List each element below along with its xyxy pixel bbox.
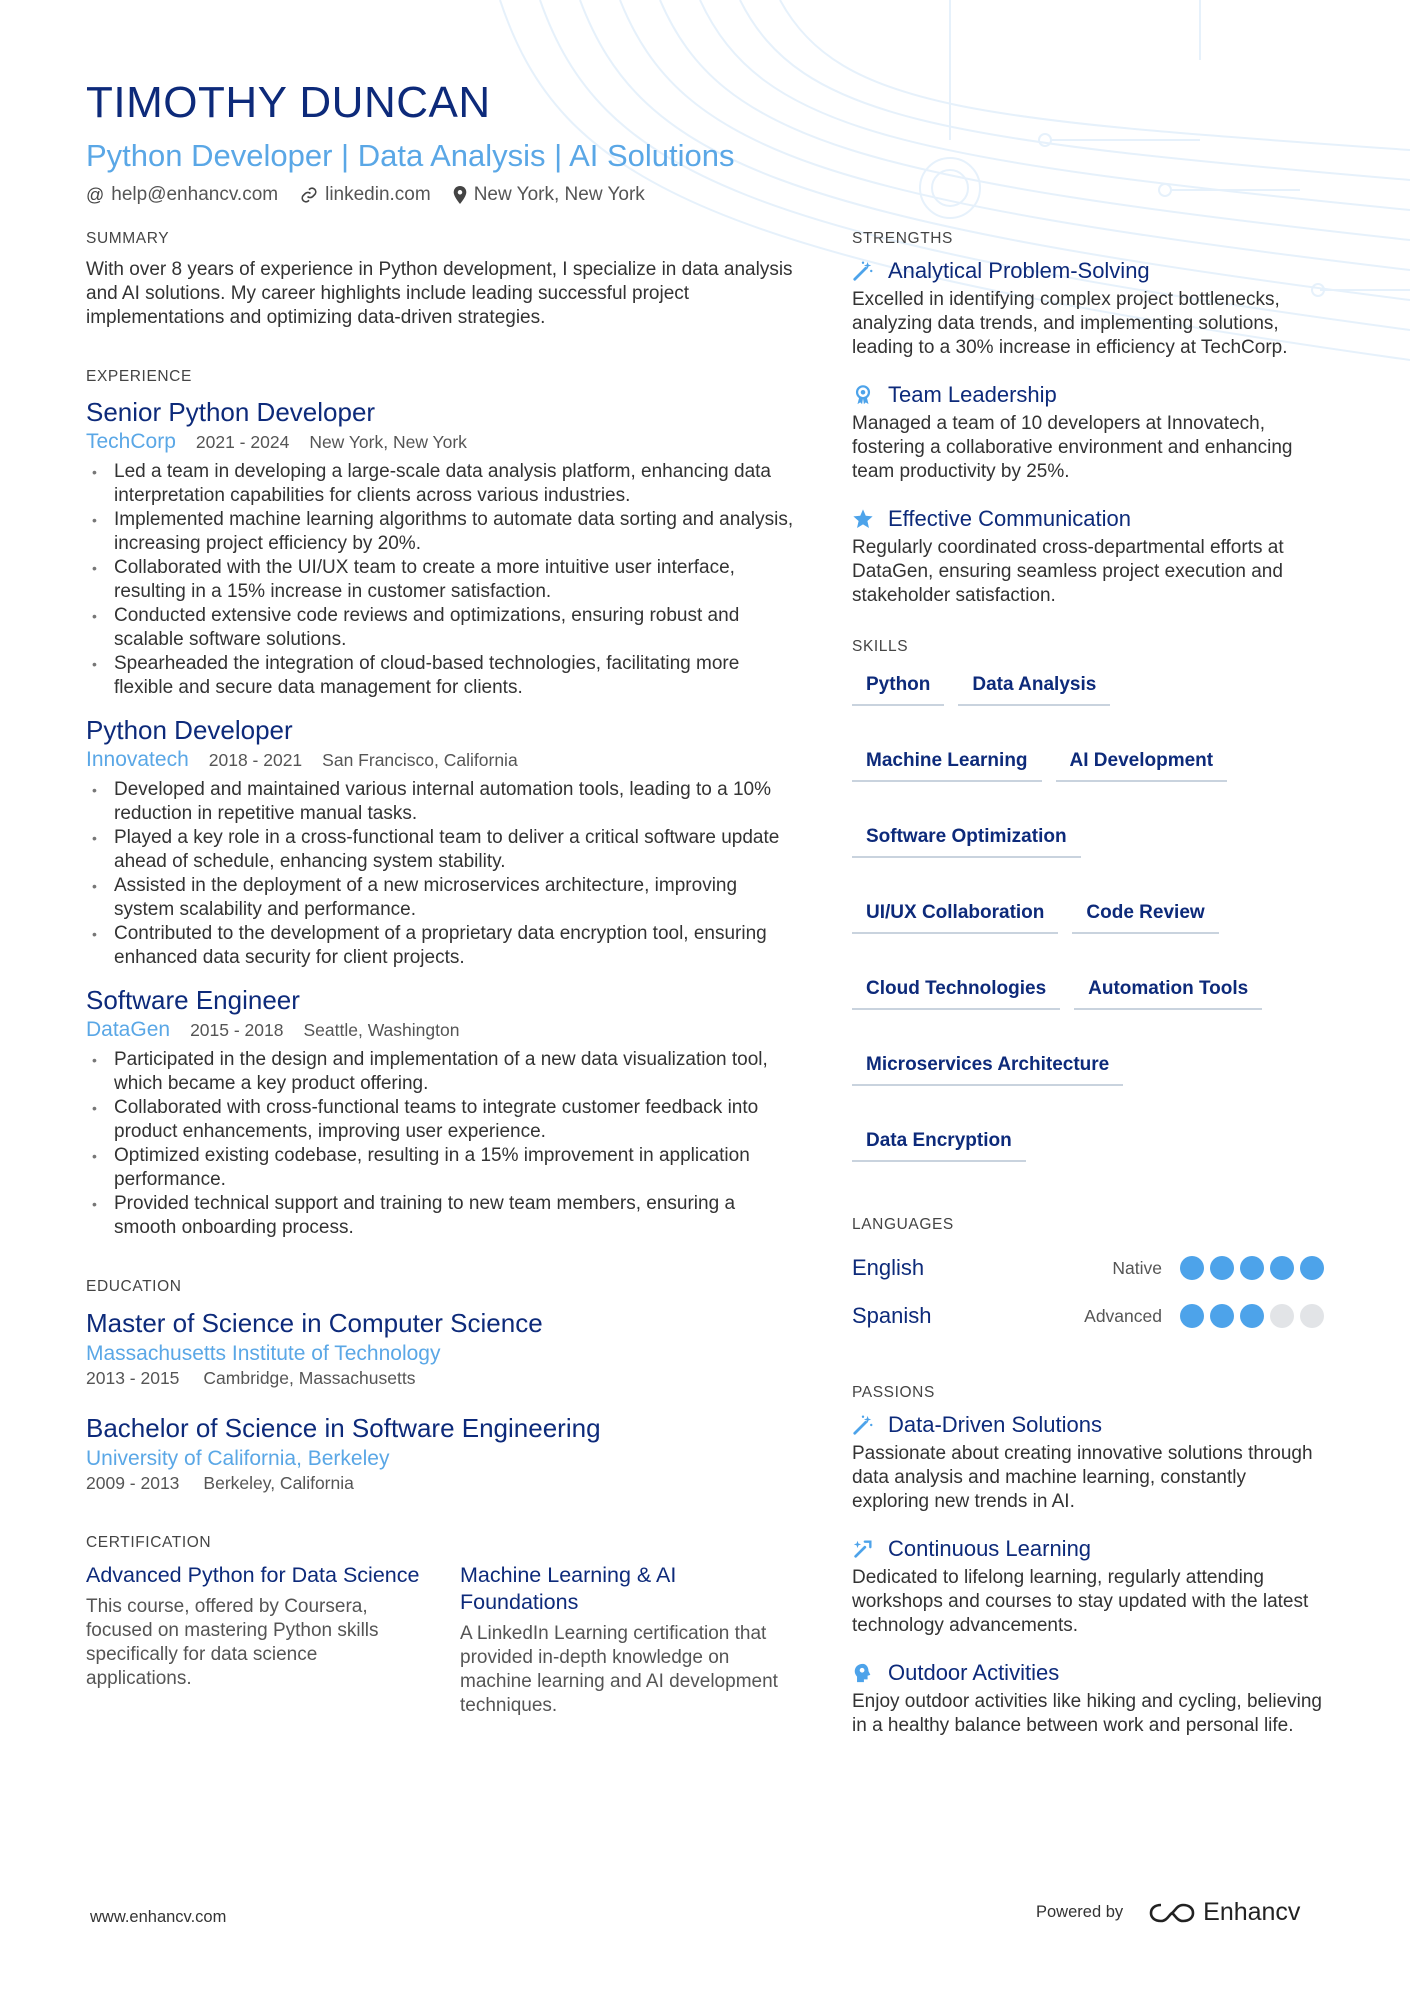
map-pin-icon	[453, 186, 467, 204]
rating-dot-filled	[1180, 1304, 1204, 1328]
language-name: Spanish	[852, 1303, 932, 1328]
job-bullets	[86, 460, 796, 700]
summary-section	[86, 230, 796, 330]
skill-tag: Cloud Technologies	[852, 970, 1060, 1010]
education-school: University of California, Berkeley	[86, 1447, 390, 1470]
passion-desc: Passionate about creating innovative solutions through data analysis and machine learning, constantly exploring new trends in AI.	[852, 1443, 1313, 1512]
job-title: Python Developer	[86, 715, 293, 745]
job-dates: 2021 - 2024	[195, 432, 290, 452]
footer-branding	[1036, 1898, 1300, 1927]
language-entry	[852, 1292, 1324, 1340]
bullet-item: • Collaborated with the UI/UX team to create a more intuitive user interface, resulting in a 15% increase in customer satisfaction.	[86, 556, 796, 604]
job-location: Seattle, Washington	[303, 1020, 460, 1040]
linkedin-text: linkedin.com	[325, 184, 431, 205]
job-entry	[86, 396, 796, 700]
skill-tag: Software Optimization	[852, 818, 1081, 858]
contact-row	[86, 184, 735, 206]
resume-header	[86, 78, 735, 206]
rating-dot-filled	[1270, 1256, 1294, 1280]
job-meta	[86, 430, 796, 454]
strength-title: Analytical Problem-Solving	[888, 258, 1150, 283]
bullet-item: • Implemented machine learning algorithms to automate data sorting and analysis, increasing project efficiency by 20%.	[86, 508, 796, 556]
section-title: PASSIONS	[852, 1384, 935, 1401]
education-location: Berkeley, California	[203, 1473, 354, 1493]
job-bullets	[86, 1048, 796, 1240]
strengths-section	[852, 230, 1324, 608]
job-title: Software Engineer	[86, 985, 300, 1015]
brand-name: Enhancv	[1203, 1898, 1301, 1926]
certification-entry	[86, 1562, 426, 1718]
language-level: Native	[1112, 1257, 1162, 1278]
passion-desc: Enjoy outdoor activities like hiking and cycling, believing in a healthy balance between work and personal life.	[852, 1691, 1322, 1736]
languages-section	[852, 1216, 1324, 1340]
job-location: New York, New York	[309, 432, 467, 452]
brand-logo[interactable]	[1149, 1898, 1300, 1927]
job-dates: 2015 - 2018	[190, 1020, 284, 1040]
strength-desc: Excelled in identifying complex project bottlenecks, analyzing data trends, and implementing solutions, leading to a 30% increase in efficiency at TechCorp.	[852, 289, 1288, 358]
bullet-item: • Led a team in developing a large-scale data analysis platform, enhancing data interpretation capabilities for clients across various industries.	[86, 460, 796, 508]
bullet-item: • Optimized existing codebase, resulting in a 15% improvement in application performance.	[86, 1144, 796, 1192]
magic-wand-icon	[852, 1414, 874, 1436]
bullet-item: • Contributed to the development of a proprietary data encryption tool, ensuring enhanced data security for client projects.	[86, 922, 796, 970]
candidate-name: TIMOTHY DUNCAN	[86, 78, 491, 127]
certification-title: Advanced Python for Data Science	[86, 1563, 420, 1587]
passion-entry	[852, 1536, 1324, 1638]
sparkle-arrow-icon	[852, 1538, 874, 1560]
rating-dot-empty	[1300, 1304, 1324, 1328]
section-title: SUMMARY	[86, 230, 170, 247]
skill-tag: Code Review	[1072, 894, 1218, 934]
bullet-item: • Spearheaded the integration of cloud-based technologies, facilitating more flexible and secure data management for clients.	[86, 652, 796, 700]
job-title: Senior Python Developer	[86, 397, 376, 427]
bullet-item: • Played a key role in a cross-functional team to deliver a critical software update ahead of schedule, enhancing system stability.	[86, 826, 796, 874]
rating-dot-filled	[1210, 1256, 1234, 1280]
certification-desc: This course, offered by Coursera, focused on mastering Python skills specifically for data science applications.	[86, 1596, 379, 1689]
section-title: EXPERIENCE	[86, 368, 192, 385]
strength-title: Team Leadership	[888, 382, 1057, 407]
education-dates: 2013 - 2015	[86, 1368, 180, 1388]
section-title: CERTIFICATION	[86, 1534, 212, 1551]
passion-desc: Dedicated to lifelong learning, regularly attending workshops and courses to stay updated with the latest technology advancements.	[852, 1567, 1309, 1636]
rating-dot-filled	[1210, 1304, 1234, 1328]
job-location: San Francisco, California	[322, 750, 518, 770]
right-column	[852, 230, 1324, 1760]
job-meta	[86, 1018, 796, 1042]
skill-tag: Data Analysis	[958, 666, 1110, 706]
strength-title: Effective Communication	[888, 506, 1131, 531]
star-icon	[852, 508, 874, 530]
passion-title: Outdoor Activities	[888, 1660, 1060, 1685]
language-level: Advanced	[1084, 1305, 1162, 1326]
enhancv-logo-icon	[1149, 1901, 1195, 1925]
skill-tag: Machine Learning	[852, 742, 1042, 782]
bullet-item: • Collaborated with cross-functional teams to integrate customer feedback into product enhancements, improving user experience.	[86, 1096, 796, 1144]
job-bullets	[86, 778, 796, 970]
rating-dot-empty	[1270, 1304, 1294, 1328]
certification-title: Machine Learning & AI Foundations	[460, 1563, 677, 1614]
education-meta	[86, 1473, 796, 1494]
left-column	[86, 230, 796, 1718]
job-meta	[86, 748, 796, 772]
location-text: New York, New York	[473, 184, 645, 205]
job-company: DataGen	[86, 1018, 171, 1041]
email-text: help@enhancv.com	[111, 184, 279, 205]
strength-desc: Managed a team of 10 developers at Innovatech, fostering a collaborative environment and enhancing team productivity by 25%.	[852, 413, 1293, 482]
education-location: Cambridge, Massachusetts	[203, 1368, 416, 1388]
job-entry	[86, 714, 796, 970]
skill-tag: Python	[852, 666, 944, 706]
footer-website[interactable]: www.enhancv.com	[90, 1908, 227, 1926]
skill-tag: AI Development	[1056, 742, 1228, 782]
certification-entry	[460, 1562, 780, 1718]
contact-linkedin[interactable]	[300, 184, 431, 206]
skill-tag: Data Encryption	[852, 1122, 1026, 1162]
rating-dot-filled	[1240, 1304, 1264, 1328]
education-meta	[86, 1368, 796, 1389]
section-title: STRENGTHS	[852, 230, 953, 247]
language-entry	[852, 1244, 1324, 1292]
job-dates: 2018 - 2021	[208, 750, 303, 770]
certification-section	[86, 1534, 796, 1718]
education-entry	[86, 1306, 796, 1389]
section-title: EDUCATION	[86, 1278, 182, 1295]
passion-title: Data-Driven Solutions	[888, 1412, 1102, 1437]
education-degree: Bachelor of Science in Software Engineering	[86, 1413, 601, 1443]
summary-text: With over 8 years of experience in Python development, I specialize in data analysis and AI solutions. My career highlights include leading successful project implementations and optimizing data-driven strategies.	[86, 259, 793, 328]
language-rating	[1180, 1304, 1324, 1328]
education-dates: 2009 - 2013	[86, 1473, 180, 1493]
job-entry	[86, 984, 796, 1240]
head-profile-icon	[852, 1662, 874, 1684]
certification-desc: A LinkedIn Learning certification that provided in-depth knowledge on machine learning and AI development techniques.	[460, 1623, 778, 1716]
job-company: Innovatech	[86, 748, 189, 771]
strength-desc: Regularly coordinated cross-departmental efforts at DataGen, ensuring seamless project execution and stakeholder satisfaction.	[852, 537, 1284, 606]
skill-tag: Microservices Architecture	[852, 1046, 1123, 1086]
at-icon: @	[86, 184, 105, 205]
language-name: English	[852, 1255, 925, 1280]
skill-tag: UI/UX Collaboration	[852, 894, 1058, 934]
rating-dot-filled	[1180, 1256, 1204, 1280]
certification-list	[86, 1562, 796, 1718]
passion-title: Continuous Learning	[888, 1536, 1092, 1561]
skills-list	[852, 666, 1324, 1162]
passion-entry	[852, 1660, 1324, 1738]
education-entry	[86, 1411, 796, 1494]
magic-wand-icon	[852, 260, 874, 282]
section-title: LANGUAGES	[852, 1216, 954, 1233]
skill-tag: Automation Tools	[1074, 970, 1262, 1010]
experience-section	[86, 368, 796, 1240]
strength-entry	[852, 382, 1324, 484]
education-school: Massachusetts Institute of Technology	[86, 1342, 441, 1365]
contact-location	[453, 184, 645, 206]
bullet-item: • Conducted extensive code reviews and optimizations, ensuring robust and scalable software solutions.	[86, 604, 796, 652]
bullet-item: • Assisted in the deployment of a new microservices architecture, improving system scalability and performance.	[86, 874, 796, 922]
education-section	[86, 1278, 796, 1494]
candidate-title: Python Developer | Data Analysis | AI Solutions	[86, 138, 735, 173]
bullet-item: • Provided technical support and training to new team members, ensuring a smooth onboarding process.	[86, 1192, 796, 1240]
education-degree: Master of Science in Computer Science	[86, 1308, 543, 1338]
rating-dot-filled	[1300, 1256, 1324, 1280]
contact-email[interactable]	[86, 184, 278, 206]
job-company: TechCorp	[86, 430, 176, 453]
strength-entry	[852, 258, 1324, 360]
passion-entry	[852, 1412, 1324, 1514]
language-rating	[1180, 1256, 1324, 1280]
link-icon	[300, 186, 318, 204]
bullet-item: • Developed and maintained various internal automation tools, leading to a 10% reduction in repetitive manual tasks.	[86, 778, 796, 826]
skills-section	[852, 638, 1324, 1162]
strength-entry	[852, 506, 1324, 608]
passions-section	[852, 1384, 1324, 1738]
bullet-item: • Participated in the design and implementation of a new data visualization tool, which became a key product offering.	[86, 1048, 796, 1096]
rating-dot-filled	[1240, 1256, 1264, 1280]
powered-by-text: Powered by	[1036, 1903, 1124, 1921]
award-ribbon-icon	[852, 384, 874, 406]
section-title: SKILLS	[852, 638, 909, 655]
